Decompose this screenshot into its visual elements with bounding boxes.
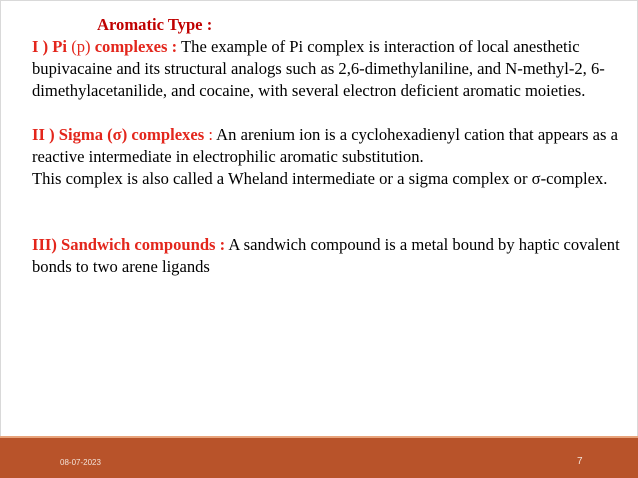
spacer: [32, 190, 622, 234]
pi-complex-paragraph: [32, 36, 622, 102]
sigma-complex-paragraph-2: This complex is also called a Wheland intermediate or a sigma complex or σ-complex.: [32, 169, 608, 188]
slide-content: [32, 14, 622, 278]
sigma-complex-text: An arenium ion is a cyclohexadienyl cation that appears as a reactive intermediate in electrophilic aromatic substitution.: [32, 125, 618, 166]
pi-complex-label: I ) Pi: [32, 37, 72, 56]
sandwich-compound-label: III) Sandwich compounds :: [32, 235, 226, 254]
sigma-complex-label: II ) Sigma (σ) complexes: [32, 125, 205, 144]
pi-complex-label-rest: complexes :: [90, 37, 178, 56]
slide-title: Aromatic Type :: [97, 15, 213, 34]
footer-date: 08-07-2023: [60, 458, 101, 467]
spacer: [32, 102, 622, 124]
page-number: 7: [577, 456, 583, 467]
sandwich-compound-paragraph: [32, 234, 622, 278]
pi-symbol: (p): [71, 37, 91, 56]
sigma-complex-paragraph: [32, 124, 622, 168]
pi-complex-text: The example of Pi complex is interaction of local anesthetic bupivacaine and its structural analogs such as 2,6-dimethylaniline, and N-methyl-2, 6-dimethylacetanilide, and cocaine, with several electron deficient aromatic moieties.: [32, 37, 605, 100]
sandwich-compound-text: A sandwich compound is a metal bound by haptic covalent bonds to two arene ligands: [32, 235, 620, 276]
sigma-colon: :: [204, 125, 213, 144]
